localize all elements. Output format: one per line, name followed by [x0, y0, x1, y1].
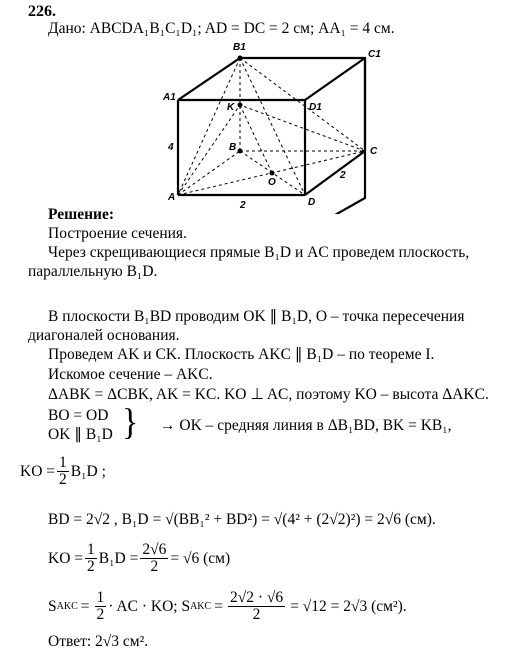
label-c: C [370, 146, 378, 157]
edge-dc [305, 151, 365, 195]
ko2-frac-den: 2 [87, 558, 95, 576]
area-formula [48, 590, 407, 624]
solution-line-1: Построение сечения. [48, 225, 187, 242]
ko-left: KO = [20, 462, 56, 480]
solution-line-2b: параллельную B₁D. [28, 263, 158, 280]
point-o [270, 171, 275, 176]
ko-formula [20, 455, 106, 489]
ko2-formula [48, 542, 230, 576]
hidden-edge-ab [178, 151, 240, 195]
label-a: A [168, 192, 176, 203]
s-sub: AKC [56, 601, 78, 613]
label-b1: B1 [233, 42, 246, 53]
solution-line-3a: В плоскости B₁BD проводим OK ∥ B₁D, O – точка пересечения [48, 308, 465, 325]
point-b [238, 149, 243, 154]
solution-line-2a: Через скрещивающиеся прямые B₁D и AC проведем плоскость, [48, 244, 470, 261]
edge-d1c1 [305, 58, 365, 100]
s-mid: · AC · KO; S [108, 597, 191, 615]
ko2-right: = √6 (см) [170, 549, 231, 567]
s-frac-num: 1 [96, 589, 105, 606]
label-d1: D1 [309, 102, 322, 113]
solution-line-7: → OK – средняя линия в ΔB₁BD, BK = KB₁, [160, 417, 452, 434]
system-line-1: BO = OD [48, 407, 109, 424]
ko2-frac2-den: 2 [150, 558, 159, 576]
solution-line-5: Искомое сечение – AKC. [48, 366, 213, 383]
s-left: S [48, 597, 57, 615]
system-line-2: OK ∥ B₁D [48, 426, 113, 443]
cube-edge [178, 58, 365, 214]
s-frac2-den: 2 [252, 606, 261, 624]
dim-2-side: 2 [340, 170, 346, 181]
solution-line-4: Проведем AK и CK. Плоскость AKC ∥ B₁D – по теореме I. [48, 346, 435, 363]
bd-formula: BD = 2√2 , B₁D = √(BB₁² + BD²) = √(4² + (2√2)²) = 2√6 (см). [48, 511, 436, 528]
label-b: B [229, 142, 237, 153]
ko2-left: KO = [48, 549, 84, 567]
label-c1: C1 [368, 49, 381, 60]
ko-frac-den: 2 [59, 471, 67, 489]
s-eq1: = [80, 597, 90, 615]
point-b1 [238, 56, 243, 61]
solution-line-6: ΔABK = ΔCBK, AK = KC. KO ⊥ AC, поэтому KO – высота ΔAKC. [48, 386, 489, 403]
ko-frac-num: 1 [59, 454, 67, 471]
system-brace: } [122, 402, 139, 443]
answer: Ответ: 2√3 см². [48, 633, 149, 650]
s-frac-den: 2 [96, 606, 105, 624]
solution-heading: Решение: [48, 206, 115, 223]
label-k: K [227, 102, 235, 113]
s-right: = √12 = 2√3 (см²). [290, 597, 407, 615]
cube-figure [160, 38, 390, 214]
solution-line-3b: диагоналей основания. [28, 327, 180, 344]
point-k [238, 103, 243, 108]
dim-2-front: 2 [240, 200, 246, 211]
label-o: O [268, 177, 276, 188]
s-eq2: = [214, 597, 223, 615]
s-sub2: AKC [190, 601, 212, 613]
ko2-frac2-num: 2√6 [142, 541, 167, 558]
label-d: D [308, 197, 316, 208]
s-frac2-num: 2√2 · √6 [229, 589, 284, 606]
ko2-mid: B₁D = [98, 549, 139, 567]
ko2-frac-num: 1 [87, 541, 95, 558]
label-a1: A1 [163, 92, 176, 103]
ko-right: B₁D ; [70, 462, 106, 480]
given-statement: Дано: ABCDA₁B₁C₁D₁; AD = DC = 2 см; AA₁ = 4 см. [48, 20, 395, 37]
dim-4: 4 [168, 142, 174, 153]
problem-number: 226. [28, 3, 56, 20]
